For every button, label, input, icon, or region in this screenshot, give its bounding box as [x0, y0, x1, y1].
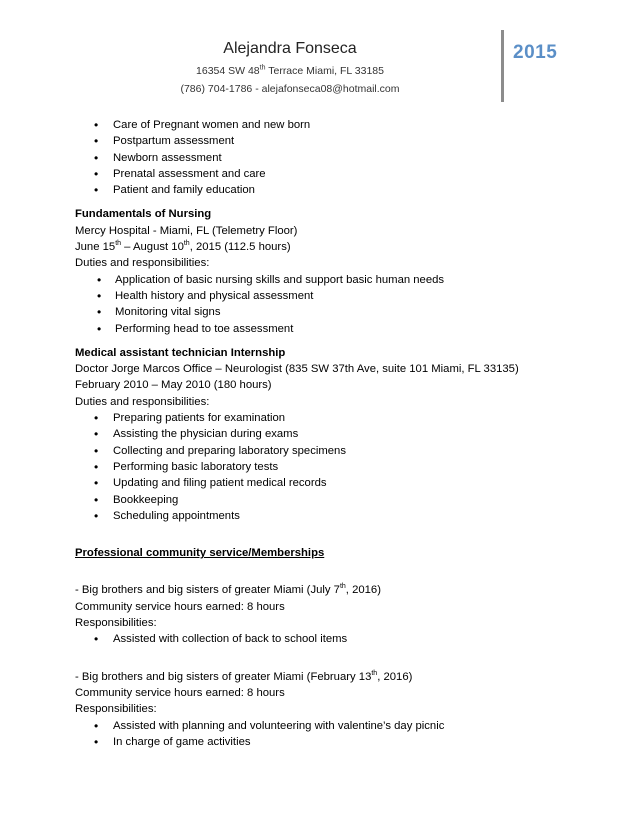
entry-title-part: - Big brothers and big sisters of greater Miami (February 13 — [75, 670, 372, 683]
address-line — [75, 65, 505, 77]
date-sup: th — [115, 240, 122, 248]
list-item: • Updating and filing patient medical records — [75, 475, 575, 491]
entry-sup: th — [339, 583, 346, 591]
list-item: • Performing head to toe assessment — [75, 321, 575, 337]
workplace: Doctor Jorge Marcos Office – Neurologist (835 SW 37th Ave, suite 101 Miami, FL 33135) — [75, 363, 519, 376]
contact-line: (786) 704-1786 - alejafonseca08@hotmail.com — [180, 83, 400, 95]
date-sup: th — [183, 240, 190, 248]
section-heading: Professional community service/Memberships — [75, 547, 325, 560]
entry-title — [75, 582, 575, 598]
list-item: • Assisted with collection of back to school items — [75, 631, 575, 647]
date-range: February 2010 – May 2010 (180 hours) — [75, 379, 272, 392]
list-item: • Health history and physical assessment — [75, 288, 575, 304]
list-item: • Application of basic nursing skills and support basic human needs — [75, 272, 575, 288]
list-item: • Preparing patients for examination — [75, 410, 575, 426]
workplace: Mercy Hospital - Miami, FL (Telemetry Floor) — [75, 224, 298, 237]
address-part: 16354 SW 48 — [196, 65, 260, 77]
candidate-name: Alejandra Fonseca — [223, 40, 357, 57]
address-sup: th — [259, 64, 266, 72]
header-year: 2015 — [513, 42, 558, 63]
entry-title-part: , 2016) — [345, 584, 381, 597]
date-part: – August 10 — [121, 241, 184, 254]
duties-list — [75, 410, 575, 524]
list-item: • Postpartum assessment — [75, 133, 575, 149]
section-heading: Fundamentals of Nursing — [75, 208, 212, 221]
list-item: • Prenatal assessment and care — [75, 166, 575, 182]
section-heading: Medical assistant technician Internship — [75, 346, 286, 359]
responsibilities-label: Responsibilities: — [75, 617, 157, 630]
list-item: • Bookkeeping — [75, 492, 575, 508]
list-item: • Collecting and preparing laboratory specimens — [75, 443, 575, 459]
intro-bullet-list — [75, 117, 575, 198]
community-entry — [75, 582, 575, 647]
list-item: • Scheduling appointments — [75, 508, 575, 524]
duties-label: Duties and responsibilities: — [75, 395, 210, 408]
entry-title — [75, 669, 575, 685]
community-entry — [75, 669, 575, 750]
list-item: • In charge of game activities — [75, 734, 575, 750]
responsibilities-label: Responsibilities: — [75, 703, 157, 716]
duties-label: Duties and responsibilities: — [75, 257, 210, 270]
list-item: • Assisting the physician during exams — [75, 426, 575, 442]
entry-title-part: , 2016) — [377, 670, 413, 683]
header-divider — [501, 30, 504, 102]
date-range — [75, 239, 575, 255]
list-item: • Patient and family education — [75, 182, 575, 198]
list-item: • Performing basic laboratory tests — [75, 459, 575, 475]
date-part: , 2015 (112.5 hours) — [189, 241, 291, 254]
hours-earned: Community service hours earned: 8 hours — [75, 600, 285, 613]
duties-list — [75, 272, 575, 337]
hours-earned: Community service hours earned: 8 hours — [75, 686, 285, 699]
resume-body — [75, 117, 575, 750]
list-item: • Care of Pregnant women and new born — [75, 117, 575, 133]
list-item: • Assisted with planning and volunteering with valentine’s day picnic — [75, 718, 575, 734]
address-part: Terrace Miami, FL 33185 — [265, 65, 384, 77]
list-item: • Monitoring vital signs — [75, 304, 575, 320]
resume-header — [75, 30, 565, 102]
date-part: June 15 — [75, 241, 116, 254]
list-item: • Newborn assessment — [75, 150, 575, 166]
entry-title-part: - Big brothers and big sisters of greater Miami (July 7 — [75, 584, 340, 597]
entry-sup: th — [371, 669, 378, 677]
